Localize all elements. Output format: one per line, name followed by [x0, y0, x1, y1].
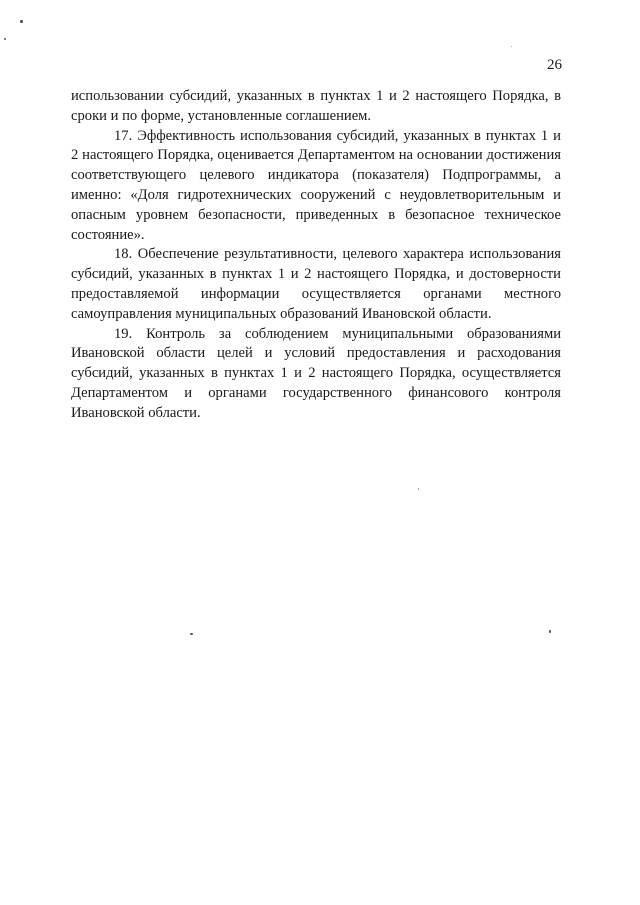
scan-speck	[4, 38, 6, 40]
scan-speck	[418, 488, 419, 490]
scan-speck	[190, 633, 193, 635]
scan-speck	[20, 20, 23, 23]
page-number: 26	[547, 57, 562, 73]
paragraph-17: 17. Эффективность использования субсидий, указанных в пунктах 1 и 2 настоящего Порядка, оценивается Департаментом на основании достижения соответствующего целевого индикатора (показателя) Подпрограммы, а именно: «Доля гидротехнических сооружений с неудовлетворительным и опасным уровнем безопасности, приведенных в безопасное техническое состояние».	[71, 127, 561, 243]
document-body	[71, 87, 561, 424]
scan-speck	[549, 630, 551, 633]
paragraph-18: 18. Обеспечение результативности, целевого характера использования субсидий, указанных в пунктах 1 и 2 настоящего Порядка, и достоверности предоставляемой информации осуществляется органами местного самоуправления муниципальных образований Ивановской области.	[71, 246, 561, 322]
paragraph-19: 19. Контроль за соблюдением муниципальными образованиями Ивановской области целей и условий предоставления и расходования субсидий, указанных в пунктах 1 и 2 настоящего Порядка, осуществляется Департаментом и органами государственного финансового контроля Ивановской области.	[71, 325, 561, 421]
paragraph-continuation: использовании субсидий, указанных в пунктах 1 и 2 настоящего Порядка, в сроки и по форме, установленные соглашением.	[71, 88, 561, 124]
scan-speck	[511, 46, 512, 47]
